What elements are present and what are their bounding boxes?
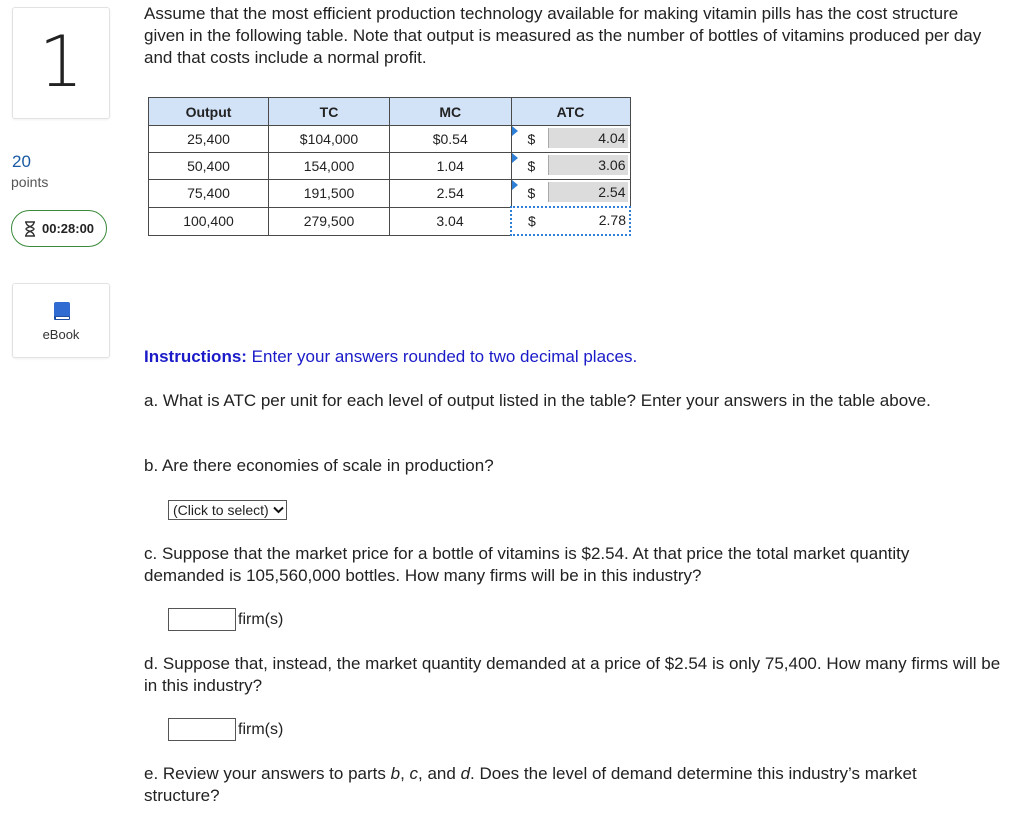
output-cell: 100,400 xyxy=(149,207,269,235)
tc-cell: 279,500 xyxy=(269,207,390,235)
mc-cell: 2.54 xyxy=(390,180,512,208)
part-e-and: , and xyxy=(418,764,461,783)
part-e-suffix: . Does the level of demand determine this industry’s market structure? xyxy=(144,764,917,805)
atc-input[interactable]: 2.78 xyxy=(548,210,628,230)
output-cell: 75,400 xyxy=(149,180,269,208)
part-e-comma: , xyxy=(400,764,410,783)
ebook-button[interactable] xyxy=(12,283,110,358)
dollar-sign: $ xyxy=(527,158,536,174)
atc-input[interactable]: 4.04 xyxy=(548,128,628,148)
ebook-label: eBook xyxy=(42,327,80,342)
instructions xyxy=(144,346,637,368)
answer-flag-icon xyxy=(512,126,518,136)
table-row xyxy=(149,153,631,180)
part-e-ref-d: d xyxy=(460,764,471,783)
tc-cell: 191,500 xyxy=(269,180,390,208)
question-number-card xyxy=(12,7,110,119)
tc-cell: 154,000 xyxy=(269,153,390,180)
tc-cell: $104,000 xyxy=(269,126,390,153)
header-atc: ATC xyxy=(511,98,630,126)
cost-table xyxy=(148,97,631,236)
atc-input[interactable]: 3.06 xyxy=(548,155,628,175)
part-e-text xyxy=(144,763,994,807)
instructions-label: Instructions: xyxy=(144,347,247,366)
part-c-text: c. Suppose that the market price for a bottle of vitamins is $2.54. At that price the total market quantity demanded is 105,560,000 bottles. How many firms will be in this industry? xyxy=(144,544,910,585)
points-value: 20 xyxy=(12,152,31,171)
chevron-down-icon xyxy=(273,506,284,514)
output-cell: 25,400 xyxy=(149,126,269,153)
table-row xyxy=(149,180,631,208)
table-row xyxy=(149,207,631,235)
header-tc: TC xyxy=(269,98,390,126)
part-d-unit: firm(s) xyxy=(238,720,284,738)
answer-flag-icon xyxy=(512,180,518,190)
atc-cell xyxy=(511,180,630,208)
hourglass-icon xyxy=(24,221,36,237)
mc-cell: 3.04 xyxy=(390,207,512,235)
points-label: points xyxy=(11,174,49,190)
atc-input[interactable]: 2.54 xyxy=(548,182,628,202)
question-number: 1 xyxy=(38,21,84,103)
timer-value: 00:28:00 xyxy=(42,221,95,236)
part-c-firms-input[interactable] xyxy=(168,608,236,631)
dollar-sign: $ xyxy=(527,185,536,201)
atc-cell xyxy=(511,153,630,180)
question-intro: Assume that the most efficient production technology available for making vitamin pills has the cost structure given in the following table. Note that output is measured as the number of bottles of vitamins produced per day and that costs include a normal profit. xyxy=(144,4,982,67)
instructions-text: Enter your answers rounded to two decimal places. xyxy=(246,347,638,366)
header-mc: MC xyxy=(390,98,512,126)
table-row xyxy=(149,126,631,153)
part-c-unit: firm(s) xyxy=(238,610,284,628)
answer-flag-icon xyxy=(512,153,518,163)
mc-cell: $0.54 xyxy=(390,126,512,153)
atc-cell-focused xyxy=(511,207,630,235)
select-value: (Click to select) xyxy=(173,502,269,518)
header-output: Output xyxy=(149,98,269,126)
atc-cell xyxy=(511,126,630,153)
part-b-text: b. Are there economies of scale in production? xyxy=(144,456,494,475)
part-d-firms-input[interactable] xyxy=(168,718,236,741)
part-e-ref-c: c xyxy=(409,764,419,783)
book-icon xyxy=(52,301,72,321)
table-header-row xyxy=(149,98,631,126)
part-c-answer xyxy=(168,608,283,631)
dollar-sign: $ xyxy=(527,131,536,147)
economies-of-scale-select[interactable] xyxy=(168,500,287,520)
part-d-answer xyxy=(168,718,283,741)
timer[interactable] xyxy=(11,210,107,247)
mc-cell: 1.04 xyxy=(390,153,512,180)
dollar-sign: $ xyxy=(528,213,536,229)
part-e-prefix: e. Review your answers to parts xyxy=(144,764,391,783)
part-e-ref-b: b xyxy=(390,764,401,783)
output-cell: 50,400 xyxy=(149,153,269,180)
part-d-text: d. Suppose that, instead, the market quantity demanded at a price of $2.54 is only 75,400. How many firms will be in this industry? xyxy=(144,654,1001,695)
part-a-text: a. What is ATC per unit for each level of output listed in the table? Enter your answers in the table above. xyxy=(144,391,931,410)
